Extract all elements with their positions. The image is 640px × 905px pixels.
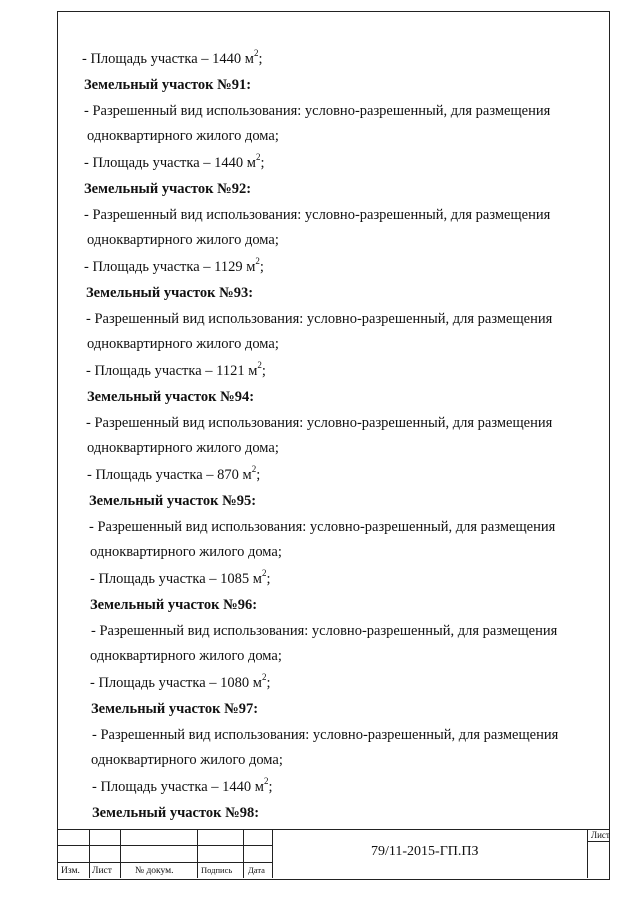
area-value: 1440 м [212, 51, 254, 67]
text-line: одноквартирного жилого дома; [90, 544, 282, 560]
area-line [90, 674, 270, 692]
stamp-col-divider [272, 829, 273, 878]
stamp-col-divider [197, 829, 198, 878]
area-line [84, 154, 264, 172]
text-line: - Разрешенный вид использования: условно-разрешенный, для размещения [84, 207, 551, 223]
stamp-signature-label: Подпись [201, 865, 233, 875]
area-line [92, 778, 272, 796]
area-suffix: ; [268, 779, 273, 795]
text-line: одноквартирного жилого дома; [87, 128, 279, 144]
area-suffix: ; [256, 467, 261, 483]
area-prefix: - Площадь участка – [87, 467, 218, 483]
stamp-col-divider [243, 829, 244, 878]
area-unit-exponent: 2 [253, 48, 259, 59]
area-unit-exponent: 2 [261, 672, 267, 683]
area-prefix: - Площадь участка – [90, 675, 221, 691]
stamp-top-rule [57, 829, 610, 830]
text-line: - Разрешенный вид использования: условно-разрешенный, для размещения [86, 311, 553, 327]
text-line: одноквартирного жилого дома; [90, 648, 282, 664]
plot-heading: Земельный участок №95: [89, 493, 257, 509]
area-prefix: - Площадь участка – [86, 363, 217, 379]
plot-heading: Земельный участок №93: [86, 285, 254, 301]
area-unit-exponent: 2 [263, 776, 269, 787]
area-unit-exponent: 2 [255, 256, 260, 267]
area-value: 1440 м [214, 155, 256, 171]
area-suffix: ; [266, 675, 271, 691]
document-code: 79/11-2015-ГП.ПЗ [371, 844, 479, 859]
stamp-list-label: Лист [92, 866, 112, 876]
stamp-col-divider [89, 829, 90, 878]
area-unit-exponent: 2 [251, 464, 257, 475]
area-prefix: - Площадь участка – [90, 571, 221, 587]
stamp-date-label: Дата [248, 865, 265, 875]
area-suffix: ; [259, 259, 264, 275]
plot-heading: Земельный участок №97: [91, 701, 259, 717]
area-value: 870 м [217, 467, 252, 483]
area-value: 1129 м [214, 259, 256, 275]
area-prefix: - Площадь участка – [84, 259, 215, 275]
title-block [57, 829, 610, 879]
stamp-ndoc-label: № докум. [135, 866, 174, 876]
text-line: - Разрешенный вид использования: условно-разрешенный, для размещения [91, 623, 558, 639]
plot-heading: Земельный участок №98: [92, 805, 260, 821]
area-line [87, 466, 260, 484]
area-suffix: ; [258, 51, 263, 67]
area-value: 1085 м [220, 571, 262, 587]
area-line [84, 258, 264, 276]
plot-heading: Земельный участок №92: [84, 181, 252, 197]
area-suffix: ; [266, 571, 271, 587]
area-prefix: - Площадь участка – [82, 51, 213, 67]
stamp-col-divider [120, 829, 121, 878]
area-value: 1440 м [222, 779, 264, 795]
plot-heading: Земельный участок №96: [90, 597, 258, 613]
plot-heading: Земельный участок №94: [87, 389, 255, 405]
area-prefix: - Площадь участка – [92, 779, 223, 795]
text-line: - Разрешенный вид использования: условно-разрешенный, для размещения [86, 415, 553, 431]
area-unit-exponent: 2 [255, 152, 261, 163]
area-prefix: - Площадь участка – [84, 155, 215, 171]
text-line: одноквартирного жилого дома; [87, 232, 279, 248]
area-line [90, 570, 270, 588]
text-line: - Разрешенный вид использования: условно-разрешенный, для размещения [89, 519, 556, 535]
text-line: одноквартирного жилого дома; [87, 440, 279, 456]
stamp-sheet-rule [587, 841, 610, 842]
stamp-col-divider [587, 829, 588, 878]
area-suffix: ; [260, 155, 265, 171]
area-value: 1121 м [216, 363, 258, 379]
area-line [82, 50, 262, 68]
area-value: 1080 м [220, 675, 262, 691]
text-line: одноквартирного жилого дома; [87, 336, 279, 352]
plot-heading: Земельный участок №91: [84, 77, 252, 93]
stamp-izm-label: Изм. [61, 866, 80, 876]
stamp-sheet-label: Лист [591, 830, 610, 840]
text-line: одноквартирного жилого дома; [91, 752, 283, 768]
area-unit-exponent: 2 [257, 360, 262, 371]
area-unit-exponent: 2 [261, 568, 267, 579]
area-line [86, 362, 266, 380]
area-suffix: ; [261, 363, 266, 379]
text-line: - Разрешенный вид использования: условно-разрешенный, для размещения [84, 103, 551, 119]
text-line: - Разрешенный вид использования: условно-разрешенный, для размещения [92, 727, 559, 743]
